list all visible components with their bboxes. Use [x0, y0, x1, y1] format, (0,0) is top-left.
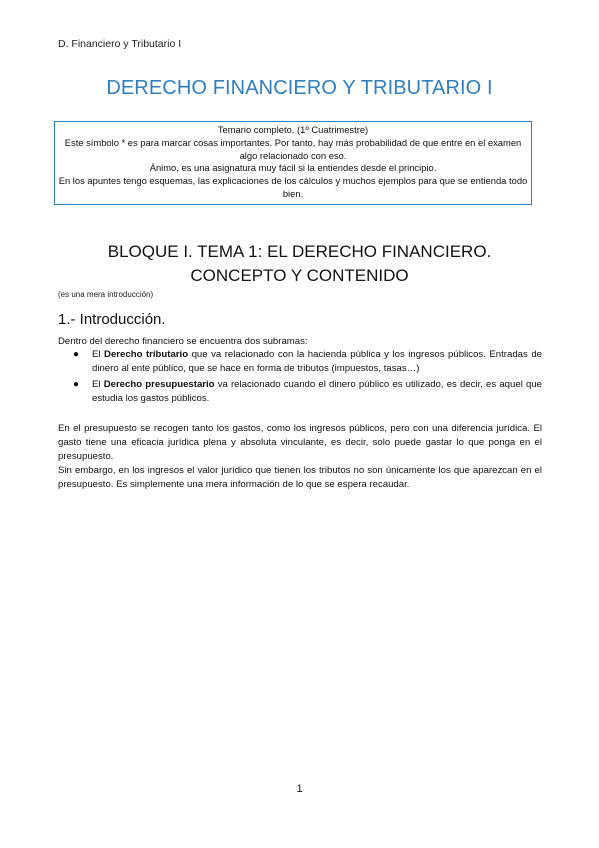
notice-box	[54, 121, 532, 205]
page-number: 1	[296, 783, 303, 795]
list-item: ● El Derecho presupuestario va relacionado cuando el dinero público es utilizado, es decir, es aquel que estudia los gastos públicos.	[73, 379, 542, 404]
body-text	[58, 422, 542, 492]
bold-term: Derecho presupuestario	[103, 379, 215, 390]
bold-term: Derecho tributario	[104, 349, 189, 360]
intro-note: (es una mera introducción)	[58, 290, 154, 299]
subsection-heading: 1.- Introducción.	[58, 311, 166, 328]
notice-line: Temario completo. (1º Cuatrimestre)	[217, 124, 369, 135]
section-title	[0, 240, 599, 288]
bullet-icon: ●	[73, 379, 80, 390]
section-title-line: CONCEPTO Y CONTENIDO	[190, 266, 409, 285]
paragraph: Sin embargo, en los ingresos el valor jurídico que tienen los tributos no son únicamente los que aparezcan en el presupuesto. Es simplemente una mera información de lo que se espera recaudar.	[58, 465, 542, 490]
lead-paragraph: Dentro del derecho financiero se encuentra dos subramas:	[58, 336, 308, 347]
bullet-icon: ●	[73, 349, 80, 360]
running-header: D. Financiero y Tributario I	[58, 38, 182, 50]
section-title-line: BLOQUE I. TEMA 1: EL DERECHO FINANCIERO.	[107, 242, 492, 261]
notice-line: Ánimo, es una asignatura muy fácil si la entiendes desde el principio.	[149, 162, 437, 174]
notice-line: En los apuntes tengo esquemas, las explicaciones de los cálculos y muchos ejemplos para que se entienda todo bien.	[58, 175, 528, 199]
list-item: ● El Derecho tributario que va relacionado con la hacienda pública y los ingresos públicos. Entradas de dinero al ente público, que se hace en forma de tributos (impuestos, tasas…)	[73, 349, 542, 374]
notice-line: Este símbolo * es para marcar cosas importantes. Por tanto, hay más probabilidad de que entre en el examen algo relacionado con eso.	[64, 136, 522, 161]
paragraph: En el presupuesto se recogen tanto los gastos, como los ingresos públicos, pero con una diferencia jurídica. El gasto tiene una eficacia jurídica plena y absoluta vinculante, es decir, solo puede gastar lo que ponga en el presupuesto.	[58, 423, 542, 462]
document-title: DERECHO FINANCIERO Y TRIBUTARIO I	[106, 77, 493, 99]
bullet-list	[58, 348, 542, 408]
